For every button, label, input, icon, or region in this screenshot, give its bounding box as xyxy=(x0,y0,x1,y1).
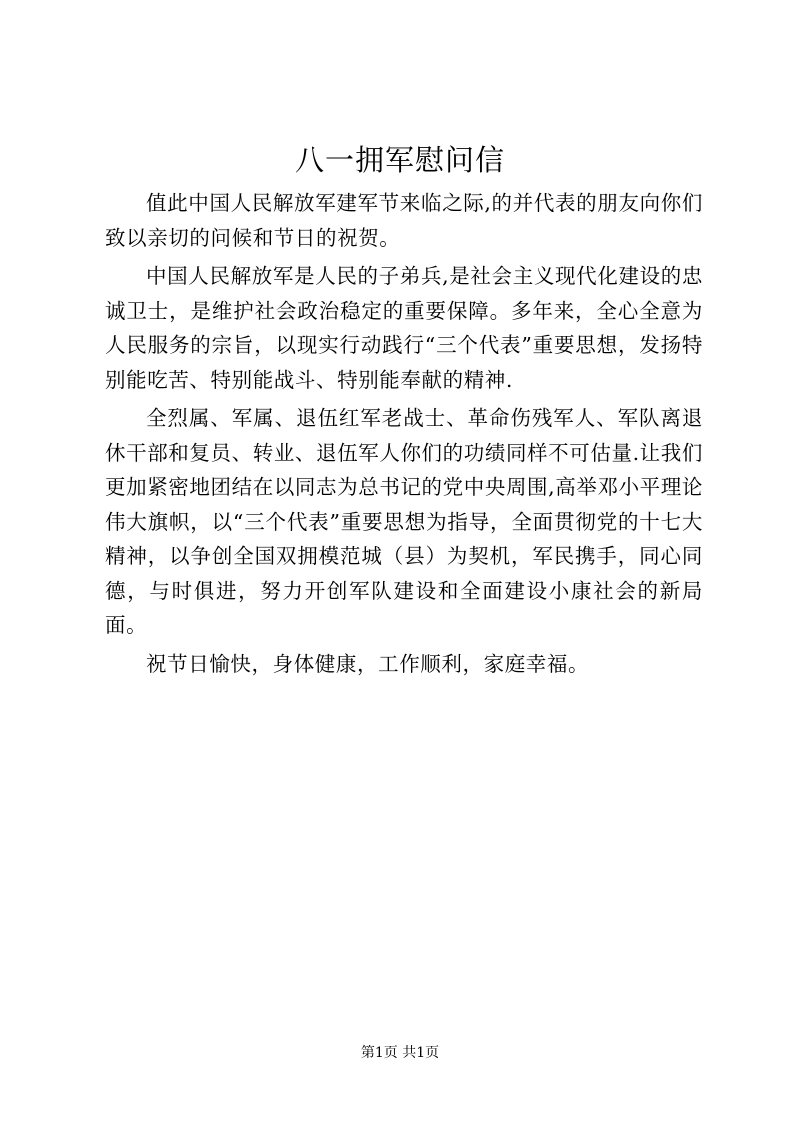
paragraph-army-role: 中国人民解放军是人民的子弟兵,是社会主义现代化建设的忠诚卫士，是维护社会政治稳定的重要保障。多年来，全心全意为人民服务的宗旨，以现实行动践行“三个代表”重要思想，发扬特别能吃苦、特别能战斗、特别能奉献的精神. xyxy=(105,264,703,392)
paragraph-greeting: 值此中国人民解放军建军节来临之际,的并代表的朋友向你们致以亲切的问候和节日的祝贺。 xyxy=(105,191,703,250)
paragraph-veterans: 全烈属、军属、退伍红军老战士、革命伤残军人、军队离退休干部和复员、转业、退伍军人你们的功绩同样不可估量.让我们更加紧密地团结在以同志为总书记的党中央周围,高举邓小平理论伟大旗帜，以“三个代表”重要思想为指导，全面贯彻党的十七大精神，以争创全国双拥模范城（县）为契机，军民携手，同心同德，与时俱进，努力开创军队建设和全面建设小康社会的新局面。 xyxy=(105,406,703,637)
page-title: 八一拥军慰问信 xyxy=(294,143,505,177)
letter-body xyxy=(105,186,703,681)
page-footer: 第1页 共1页 xyxy=(360,1045,440,1061)
paragraph-closing-wishes: 祝节日愉快，身体健康，工作顺利，家庭幸福。 xyxy=(146,651,590,676)
